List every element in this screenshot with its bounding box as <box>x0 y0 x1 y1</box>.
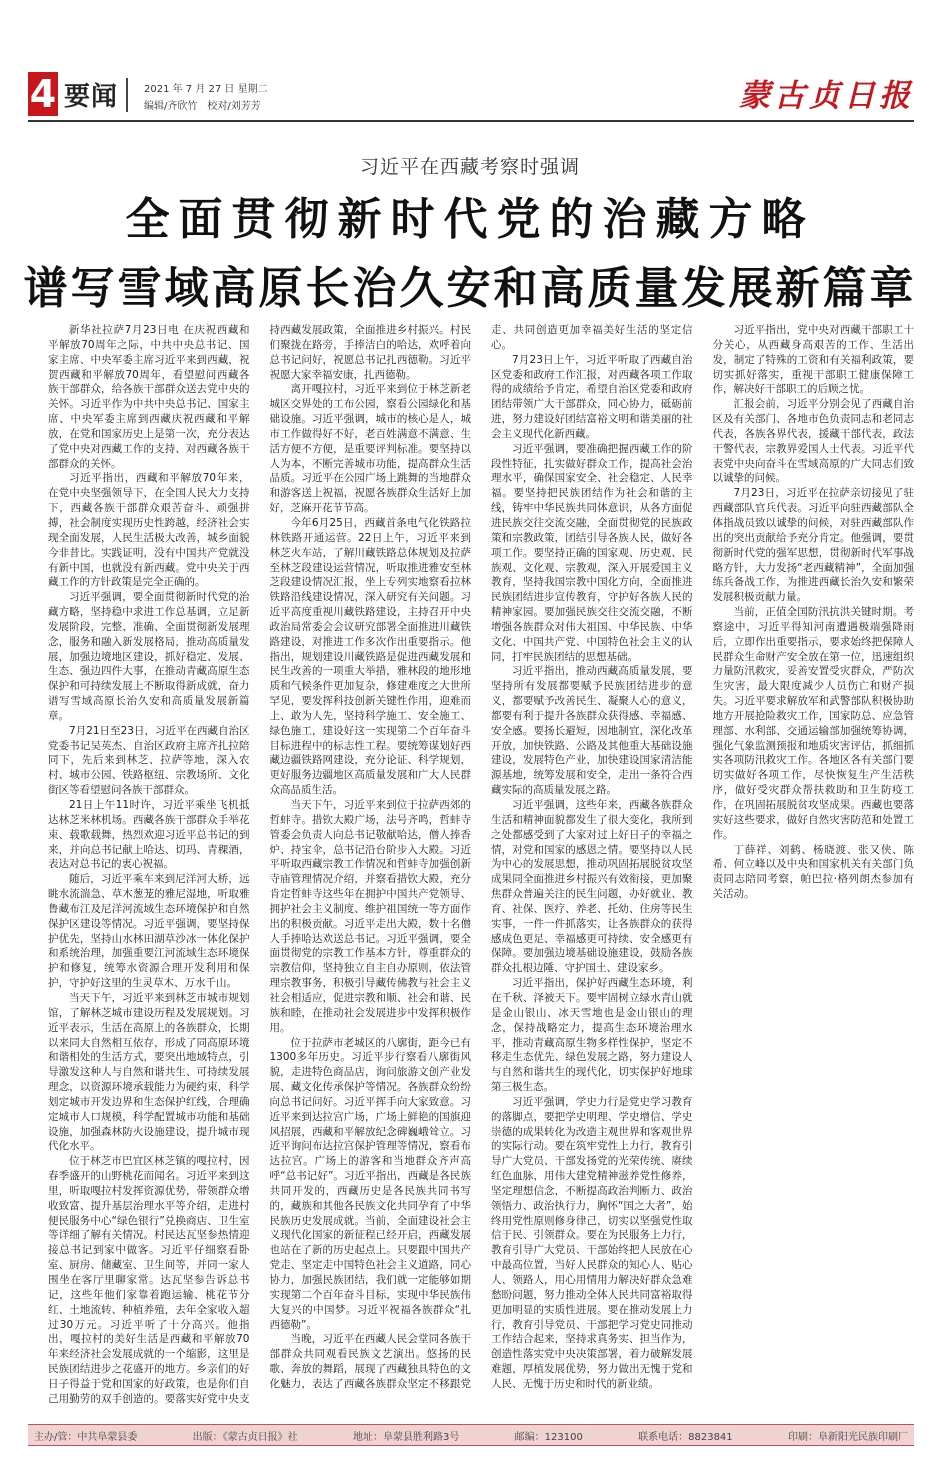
footer-publisher: 出版：《蒙古贞日报》社 <box>192 1431 298 1443</box>
article-paragraph: 当天下午，习近平来到位于拉萨西郊的哲蚌寺。措钦大殿广场，法号齐鸣，哲蚌寺管委会负责人向总书记敬献哈达，僧人捧香炉、持宝伞，总书记沿台阶步入大殿。习近平听取西藏宗教工作情况和哲蚌寺加强创新寺庙管理情况介绍，并察看措钦大殿，充分肯定哲蚌寺这些年在拥护中国共产党领导、拥护社会主义制度、维护祖国统一等方面作出的积极贡献。习近平走出大殿，数十名僧人手捧哈达欢送总书记。习近平强调，要全面贯彻党的宗教工作基本方针，尊重群众的宗教信仰，坚持独立自主自办原则，依法管理宗教事务，积极引导藏传佛教与社会主义社会相适应，促进宗教和顺、社会和谐、民族和睦，在推动社会发展进步中发挥积极作用。 <box>269 799 471 1034</box>
article-paragraph: 当天下午，习近平来到林芝市城市规划馆，了解林芝城市建设历程及发展规划。习近平表示，生活在高原上的各族群众，长期以来同大自然相互依存，形成了同高原环境和谐相处的生活方式，要突出地域特点，引导激发这种人与自然和谐共生、可持续发展理念，以资源环境承载能力为硬约束，科学划定城市开发边界和生态保护红线，合理确定城市人口规模，科学配置城市功能和基础设施，加强森林防火设施建设，提升城市现代化水平。 <box>48 991 250 1153</box>
footer-printer: 印刷：阜新阳光民族印刷厂 <box>787 1431 908 1443</box>
page-header <box>28 70 914 126</box>
footer-phone: 联系电话：8823841 <box>638 1431 733 1443</box>
article-paragraph: 当前，正值全国防汛抗洪关键时期。考察途中，习近平得知河南遭遇极端强降雨后，立即作出重要指示，要求始终把保障人民群众生命财产安全放在第一位，迅速组织力量防汛救灾，妥善安置受灾群众，严防次生灾害，最大限度减少人员伤亡和财产损失。习近平要求解放军和武警部队积极协助地方开展抢险救灾工作，国家防总、应急管理部、水利部、交通运输部加强统筹协调，强化气象监测预报和地质灾害评估，抓细抓实各项防汛救灾工作。各地区各有关部门要切实做好各项工作，尽快恢复生产生活秩序，做好受灾群众帮扶救助和卫生防疫工作，在巩固拓展脱贫攻坚成果。西藏也要落实好这些要求，做好自然灾害防范和处置工作。 <box>712 606 914 841</box>
section-name: 要闻 <box>64 82 119 112</box>
article-paragraph: 今年6月25日，西藏首条电气化铁路拉林铁路开通运营。22日上午，习近平来到林芝火车站，了解川藏铁路总体规划及拉萨至林芝段建设运营情况，听取推进雅安至林芝段建设情况汇报，坐上专列实地察看拉林铁路沿线建设情况，深入研究有关问题。习近平高度重视川藏铁路建设，主持召开中央政治局常委会会议研究部署全面推进川藏铁路建设，对推进工作多次作出重要指示。他指出，规划建设川藏铁路是促进西藏发展和民生改善的一项重大举措，雅林段的地形地质和气候条件更加复杂，修建难度之大世所罕见，要发挥科技创新关键性作用，迎难而上、敢为人先，坚持科学施工、安全施工、绿色施工，建设好这一实现第二个百年奋斗目标进程中的标志性工程。要统筹谋划好西藏边疆铁路网建设，充分论证、科学规划，更好服务边疆地区高质量发展和广大人民群众高品质生活。 <box>269 516 471 797</box>
footer-bar <box>28 1424 914 1446</box>
footer-sponsor: 主办/管：中共阜蒙县委 <box>34 1431 138 1443</box>
article-paragraph: 7月21日至23日，习近平在西藏自治区党委书记吴英杰、自治区政府主席齐扎拉陪同下，先后来到林芝、拉萨等地，深入农村、城市公园、铁路枢纽、宗教场所、文化街区等看望慰问各族干部群众。 <box>48 724 250 797</box>
article-paragraph: 位于林芝市巴宜区林芝镇的嘎拉村，因春季盛开的山野桃花而闻名。习近平来到这里，听取嘎拉村发挥资源优势，带领群众增收致富、提升基层治理水平等介绍，走进村便民服务中心“绿色银行”兑换商店、卫生室等详细了解有关情况。村民达瓦坚参热情迎接总书记到家中做客。习近平仔细察看卧室、厨房、储藏室、卫生间等，并同一家人围坐在客厅里聊家常。达瓦坚参告诉总书记，这些年他们家靠着跑运输、桃花节分红、土地流转、种植养殖，去年全家收入超过30万元。习近平听了十分高兴。他指出，嘎拉村的美好生活是西藏和平解放70年来经济社会发展成就的一个缩影，这里是民族团结进步之花盛开的地方。乡亲们的好日子得益于党和国家的好政策，也是你们自己用勤劳的双手创造的。要落实好党中央支持西藏发展政策，全面推进乡村振兴。村民们聚拢在路旁，手捧洁白的哈达，欢呼着向总书记问好，祝愿总书记扎西德勒。习近平祝愿大家幸福安康，扎西德勒。 <box>48 324 471 1405</box>
article-paragraph: 习近平强调，要全面贯彻新时代党的治藏方略，坚持稳中求进工作总基调，立足新发展阶段，完整、准确、全面贯彻新发展理念，服务和融入新发展格局，推动高质量发展，加强边境地区建设，抓好稳定、发展、生态、强边四件大事，在推动青藏高原生态保护和可持续发展上不断取得新成就，奋力谱写雪域高原长治久安和高质量发展新篇章。 <box>48 591 250 722</box>
footer-address: 地址：阜蒙县胜利路3号 <box>352 1431 460 1443</box>
headline-line-2: 谱写雪域高原长治久安和高质量发展新篇章 <box>23 263 917 314</box>
page-number: 4 <box>29 72 57 116</box>
headline-line-1: 全面贯彻新时代党的治藏方略 <box>125 194 815 245</box>
article-paragraph: 习近平强调，学史力行是党史学习教育的落脚点，要把学史明理、学史增信、学史崇德的成果转化为改造主观世界和客观世界的实际行动。要在筑牢党性上力行，教育引导广大党员、干部发扬党的光荣传统、赓续红色血脉，用伟大建党精神滋养党性修养，坚定理想信念，不断提高政治判断力、政治领悟力、政治执行力，胸怀“国之大者”，始终用党性原则修身律己，切实以坚强党性取信于民、引领群众。要在为民服务上力行，教育引导广大党员、干部始终把人民放在心中最高位置，当好人民群众的知心人、贴心人、领路人，用心用情用力解决好群众急难愁盼问题，努力推动全体人民共同富裕取得更加明显的实质性进展。要在推动发展上力行，教育引导党员、干部把学习党史同推动工作结合起来，坚持求真务实、担当作为，创造性落实党中央决策部署，着力破解发展难题，厚植发展优势，努力做出无愧于党和人民、无愧于历史和时代的新业绩。 <box>491 1095 693 1390</box>
article-paragraph: 离开嘎拉村，习近平来到位于林芝新老城区交界处的工布公园，察看公园绿化和基础设施。习近平强调，城市的核心是人，城市工作做得好不好，老百姓满意不满意、生活方便不方便，是重要评判标准。要坚持以人为本，不断完善城市功能，提高群众生活品质。习近平在公园广场上跳舞的当地群众和游客送上祝福，祝愿各族群众生活好上加好，芝麻开花节节高。 <box>269 383 471 515</box>
article-paragraph: 丁薛祥、刘鹤、杨晓渡、张又侠、陈希、何立峰以及中央和国家机关有关部门负责同志陪同考察，帕巴拉·格列朗杰参加有关活动。 <box>712 843 914 901</box>
article-paragraph: 习近平指出，推动西藏高质量发展，要坚持所有发展都要赋予民族团结进步的意义，都要赋予改善民生、凝聚人心的意义，都要有利于提升各族群众获得感、幸福感、安全感。要扬长避短，因地制宜，深化改革开放，加快铁路、公路及其他重大基础设施建设，发展特色产业，加快建设国家清洁能源基地，统筹发展和安全，走出一条符合西藏实际的高质量发展之路。 <box>491 665 693 797</box>
article-paragraph: 新华社拉萨7月23日电 在庆祝西藏和平解放70周年之际，中共中央总书记、国家主席、中央军委主席习近平来到西藏，祝贺西藏和平解放70周年，看望慰问西藏各族干部群众，给各族干部群众送去党中央的关怀。习近平作为中共中央总书记、国家主席、中央军委主席到西藏庆祝西藏和平解放，在党和国家历史上是第一次，充分表达了党中央对西藏工作的支持、对西藏各族干部群众的关怀。 <box>48 324 250 470</box>
article-paragraph: 习近平指出，西藏和平解放70年来，在党中央坚强领导下，在全国人民大力支持下，西藏各族干部群众艰苦奋斗、顽强拼搏，社会制度实现历史性跨越，经济社会实现全面发展，人民生活极大改善，城乡面貌今非昔比。实践证明，没有中国共产党就没有新中国，也就没有新西藏。党中央关于西藏工作的方针政策是完全正确的。 <box>48 472 250 589</box>
editor-credit: 编辑/齐欣竹 校对/刘芳芳 <box>144 101 261 112</box>
article-paragraph: 位于拉萨市老城区的八廓街，距今已有1300多年历史。习近平步行察看八廓街风貌，走进特色商品店，询问旅游文创产业发展、藏文化传承保护等情况。各族群众纷纷向总书记问好。习近平挥手向大家致意。习近平来到达拉宫广场，广场上鲜艳的国旗迎风招展，西藏和平解放纪念碑巍峨耸立。习近平询问布达拉宫保护管理等情况，察看布达拉宫。广场上的游客和当地群众齐声高呼“总书记好”。习近平指出，西藏是各民族共同开发的，西藏历史是各民族共同书写的，藏族和其他各民族文化共同孕育了中华民族历史发展成就。当前，全面建设社会主义现代化国家的新征程已经开启，西藏发展也站在了新的历史起点上。只要跟中国共产党走、坚定走中国特色社会主义道路，同心协力，加强民族团结，我们就一定能够如期实现第二个百年奋斗目标，实现中华民族伟大复兴的中国梦。习近平祝福各族群众“扎西德勒”。 <box>269 1036 471 1331</box>
newspaper-masthead-logo: 蒙古贞日报 <box>739 78 914 114</box>
article-paragraph: 当晚，习近平在西藏人民会堂同各族干部群众共同观看民族文艺演出。悠扬的民歌、奔放的舞蹈，展现了西藏独具特色的文化魅力，表达了西藏各族群众坚定不移跟党走、共同创造更加幸福美好生活的坚定信心。 <box>269 324 693 1390</box>
header-divider <box>126 78 128 112</box>
article-paragraph: 习近平强调，这些年来，西藏各族群众生活和精神面貌都发生了很大变化，我所到之处都感受到了大家对过上好日子的幸福之情，对党和国家的感恩之情。要坚持以人民为中心的发展思想，推动巩固拓展脱贫攻坚成果同全面推进乡村振兴有效衔接，更加聚焦群众普遍关注的民生问题，办好就业、教育、社保、医疗、养老、托幼、住房等民生实事，一件一件抓落实，让各族群众的获得感成色更足、幸福感更可持续、安全感更有保障。要加强边境基础设施建设，鼓励各族群众扎根边陲、守护国土、建设家乡。 <box>491 799 693 975</box>
article-paragraph: 随后，习近平乘车来到尼洋河大桥，远眺水流湍急、草木葱茏的雅尼湿地，听取雅鲁藏布江及尼洋河流域生态环境保护和自然保护区建设等情况。习近平强调，要坚持保护优先，坚持山水林田湖草沙冰一体化保护和系统治理，加强重要江河流域生态环境保护和修复，统筹水资源合理开发利用和保护，守护好这里的生灵草木、万水千山。 <box>48 873 250 990</box>
header-rule <box>28 120 914 122</box>
article-paragraph: 7月23日上午，习近平听取了西藏自治区党委和政府工作汇报，对西藏各项工作取得的成绩给予肯定，希望自治区党委和政府团结带领广大干部群众，同心协力，砥砺前进，努力建设好团结富裕文明和谐美丽的社会主义现代化新西藏。 <box>491 353 693 440</box>
article-paragraph: 汇报会前，习近平分别会见了西藏自治区及有关部门、各地市色负责同志和老同志代表，各族各界代表，援藏干部代表，政法干警代表，宗教界爱国人士代表。习近平代表党中央向奋斗在雪域高原的广大同志们致以诚挚的问候。 <box>712 398 914 485</box>
footer-postcode: 邮编：123100 <box>514 1431 583 1443</box>
issue-date: 2021 年 7 月 27 日 星期二 <box>144 84 268 95</box>
article-paragraph: 21日上午11时许，习近平乘坐飞机抵达林芝米林机场。西藏各族干部群众手举花束、载歌载舞，热烈欢迎习近平总书记的到来，并向总书记献上哈达、切玛、青稞酒，表达对总书记的衷心祝福。 <box>48 799 250 871</box>
article-paragraph: 习近平强调，要准确把握西藏工作的阶段性特征，扎实做好群众工作，提高社会治理水平，确保国家安全、社会稳定、人民幸福。要坚持把民族团结作为社会和谐的主线，铸牢中华民族共同体意识，从各方面促进民族交往交流交融，全面贯彻党的民族政策和宗教政策，团结引导各族人民，做好各项工作。要坚持正确的国家观、历史观、民族观、文化观、宗教观，深入开展爱国主义教育，坚持我国宗教中国化方向，全面推进民族团结进步宣传教育，守护好各族人民的精神家园。要加强民族交往交流交融，不断增强各族群众对伟大祖国、中华民族、中华文化、中国共产党、中国特色社会主义的认同，打牢民族团结的思想基础。 <box>491 442 693 663</box>
article-paragraph: 7月23日，习近平在拉萨亲切接见了驻西藏部队官兵代表。习近平向驻西藏部队全体指战员致以诚挚的问候，对驻西藏部队作出的突出贡献给予充分肯定。他强调，要贯彻新时代党的强军思想，贯彻新时代军事战略方针，大力发扬“老西藏精神”，全面加强练兵备战工作，为推进西藏长治久安和繁荣发展积极贡献力量。 <box>712 487 914 604</box>
article-paragraph: 习近平指出，保护好西藏生态环境，利在千秋、泽被天下。要牢固树立绿水青山就是金山银山、冰天雪地也是金山银山的理念，保持战略定力，提高生态环境治理水平，推动青藏高原生物多样性保护，坚定不移走生态优先、绿色发展之路，努力建设人与自然和谐共生的现代化，切实保护好地球第三极生态。 <box>491 977 693 1094</box>
article-paragraph: 习近平指出，党中央对西藏干部职工十分关心，从西藏身高艰苦的工作、生活出发，制定了特殊的工资和有关福利政策，要切实抓好落实，重视干部职工健康保障工作，解决好干部职工的后顾之忧。 <box>712 324 914 396</box>
article-kicker: 习近平在西藏考察时强调 <box>359 156 580 178</box>
article-body <box>48 323 914 1418</box>
